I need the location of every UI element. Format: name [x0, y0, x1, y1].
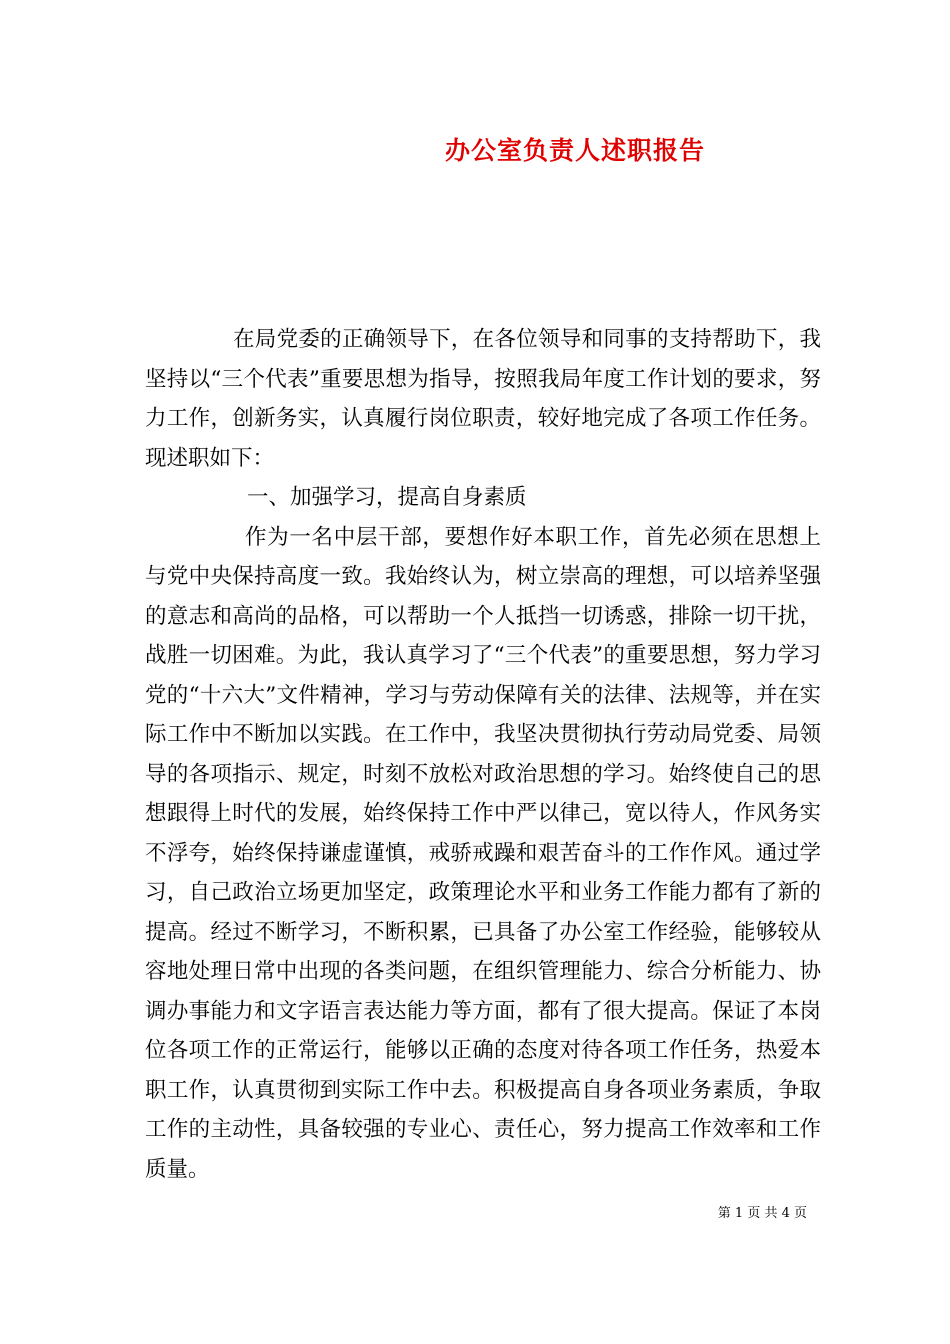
document-body — [145, 320, 821, 1189]
section-paragraph: 作为一名中层干部，要想作好本职工作，首先必须在思想上与党中央保持高度一致。我始终认为，树立崇高的理想，可以培养坚强的意志和高尚的品格，可以帮助一个人抵挡一切诱惑，排除一切干扰，战胜一切困难。为此，我认真学习了“三个代表”的重要思想，努力学习党的“十六大”文件精神，学习与劳动保障有关的法律、法规等，并在实际工作中不断加以实践。在工作中，我坚决贯彻执行劳动局党委、局领导的各项指示、规定，时刻不放松对政治思想的学习。始终使自己的思想跟得上时代的发展，始终保持工作中严以律己，宽以待人，作风务实不浮夸，始终保持谦虚谨慎，戒骄戒躁和艰苦奋斗的工作作风。通过学习，自己政治立场更加坚定，政策理论水平和业务工作能力都有了新的提高。经过不断学习，不断积累，已具备了办公室工作经验，能够较从容地处理日常中出现的各类问题，在组织管理能力、综合分析能力、协调办事能力和文字语言表达能力等方面，都有了很大提高。保证了本岗位各项工作的正常运行，能够以正确的态度对待各项工作任务，热爱本职工作，认真贯彻到实际工作中去。积极提高自身各项业务素质，争取工作的主动性，具备较强的专业心、责任心，努力提高工作效率和工作质量。 — [145, 524, 821, 1182]
page-number: 第 1 页 共 4 页 — [717, 1206, 807, 1221]
intro-paragraph: 在局党委的正确领导下，在各位领导和同事的支持帮助下，我坚持以“三个代表”重要思想为指导，按照我局年度工作计划的要求，努力工作，创新务实，认真履行岗位职责，较好地完成了各项工作任务。现述职如下： — [145, 327, 821, 471]
section-heading: 一、加强学习，提高自身素质 — [247, 485, 527, 510]
document-title: 办公室负责人述职报告 — [444, 136, 705, 165]
